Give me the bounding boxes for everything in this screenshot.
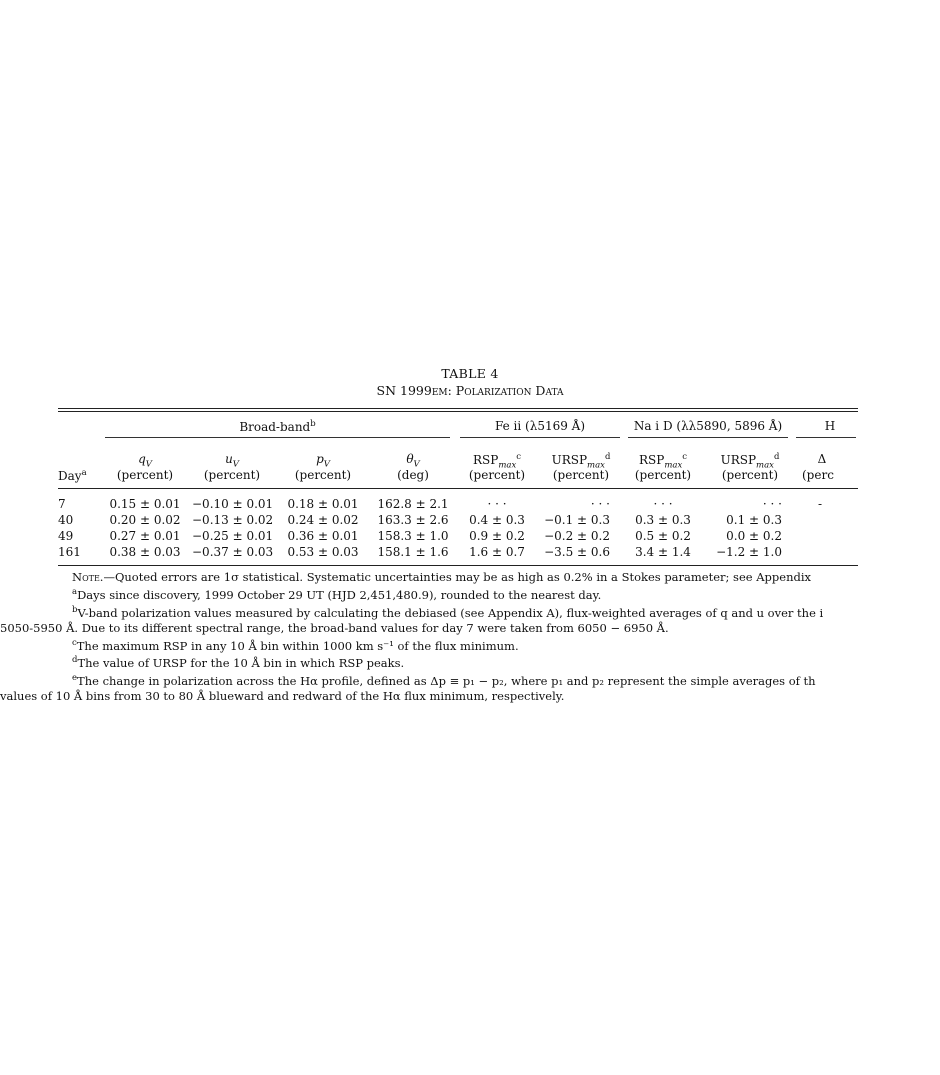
cell-na-ursp: 0.1 ± 0.3 bbox=[726, 513, 782, 527]
cell-fe-ursp: −0.1 ± 0.3 bbox=[544, 513, 610, 527]
col-unit-fe-rsp: (percent) bbox=[468, 468, 526, 482]
footnote-b-continued: 5050-5950 Å. Due to its different spectral range, the broad-band values for day 7 were taken from 6050 − 6950 Å. bbox=[0, 620, 669, 635]
cell-pv: 0.53 ± 0.03 bbox=[287, 545, 359, 559]
cell-pv: 0.18 ± 0.01 bbox=[287, 497, 359, 511]
top-rule-1 bbox=[58, 408, 858, 409]
cell-na-ursp: 0.0 ± 0.2 bbox=[726, 529, 782, 543]
col-unit-na-ursp: (percent) bbox=[721, 468, 779, 482]
table-notes bbox=[0, 570, 918, 704]
cell-day: 161 bbox=[58, 545, 81, 559]
cell-qv: 0.38 ± 0.03 bbox=[109, 545, 181, 559]
col-unit-qv: (percent) bbox=[116, 468, 174, 482]
col-head-pv: $p_V$ bbox=[316, 452, 330, 470]
col-head-na-ursp: $URSP_{max}^d$ bbox=[720, 452, 780, 471]
col-head-day: Day$^a$ bbox=[58, 468, 87, 483]
cell-qv: 0.20 ± 0.02 bbox=[109, 513, 181, 527]
note-general: Note.—Quoted errors are 1σ statistical. Systematic uncertainties may be as high as 0.2% in a Stokes parameter; see Appendix bbox=[72, 570, 811, 584]
group-rule-fe-ii bbox=[460, 437, 620, 438]
cell-uv: −0.10 ± 0.01 bbox=[192, 497, 274, 511]
cell-na-rsp: 0.5 ± 0.2 bbox=[635, 529, 691, 543]
table-title-em: em bbox=[431, 383, 448, 398]
table-title-suffix: : Polarization Data bbox=[447, 383, 564, 398]
col-head-delta-p: Δ bbox=[817, 452, 827, 466]
bottom-rule bbox=[58, 565, 858, 566]
footnote-a: $^a$Days since discovery, 1999 October 29 UT (HJD 2,451,480.9), rounded to the nearest day. bbox=[72, 587, 602, 602]
group-header-na-i-d: Na i D (λλ5890, 5896 Å) bbox=[633, 419, 783, 433]
cell-day: 49 bbox=[58, 529, 74, 543]
cell-fe-rsp: 0.9 ± 0.2 bbox=[469, 529, 525, 543]
cell-pv: 0.24 ± 0.02 bbox=[287, 513, 359, 527]
footnote-e: $^e$The change in polarization across the Hα profile, defined as Δp ≡ p₁ − p₂, where p₁ and p₂ represent the simple averages of th bbox=[72, 673, 816, 689]
footnote-b: $^b$V-band polarization values measured by calculating the debiased (see Appendix A), flux-weighted averages of q and u over the i bbox=[72, 604, 824, 620]
cell-day: 7 bbox=[58, 497, 66, 511]
cell-na-rsp: 3.4 ± 1.4 bbox=[635, 545, 691, 559]
cell-fe-rsp: · · · bbox=[487, 497, 507, 511]
footnote-e-continued: values of 10 Å bins from 30 to 80 Å blueward and redward of the Hα flux minimum, respectively. bbox=[0, 689, 565, 704]
table-label: TABLE 4 bbox=[441, 366, 499, 381]
col-unit-thetav: (deg) bbox=[397, 468, 429, 482]
col-head-na-rsp: $RSP_{max}^c$ bbox=[638, 452, 688, 471]
cell-pv: 0.36 ± 0.01 bbox=[287, 529, 359, 543]
table-title bbox=[0, 383, 940, 398]
col-head-thetav: $\theta_V$ bbox=[406, 452, 420, 470]
table-title-prefix: SN 1999 bbox=[376, 383, 432, 398]
group-broad-text: Broad-band bbox=[239, 420, 311, 434]
col-head-fe-rsp: $RSP_{max}^c$ bbox=[472, 452, 522, 471]
col-unit-fe-ursp: (percent) bbox=[552, 468, 610, 482]
cell-fe-ursp: · · · bbox=[590, 497, 610, 511]
cell-na-rsp: 0.3 ± 0.3 bbox=[635, 513, 691, 527]
cell-qv: 0.15 ± 0.01 bbox=[109, 497, 181, 511]
cell-thetav: 163.3 ± 2.6 bbox=[377, 513, 449, 527]
footnote-c: $^c$The maximum RSP in any 10 Å bin within 1000 km s⁻¹ of the flux minimum. bbox=[72, 637, 519, 653]
cell-uv: −0.25 ± 0.01 bbox=[192, 529, 274, 543]
cell-fe-rsp: 0.4 ± 0.3 bbox=[469, 513, 525, 527]
group-rule-na-i-d bbox=[628, 437, 788, 438]
cell-fe-ursp: −3.5 ± 0.6 bbox=[544, 545, 610, 559]
group-header-fe-ii: Fe ii (λ5169 Å) bbox=[494, 419, 586, 433]
group-broad-sup: b bbox=[310, 419, 316, 429]
col-head-fe-ursp: $URSP_{max}^d$ bbox=[551, 452, 611, 471]
cell-thetav: 162.8 ± 2.1 bbox=[377, 497, 449, 511]
group-header-broad-band bbox=[105, 419, 450, 434]
cell-uv: −0.37 ± 0.03 bbox=[192, 545, 274, 559]
cell-thetav: 158.1 ± 1.6 bbox=[377, 545, 449, 559]
cell-day: 40 bbox=[58, 513, 74, 527]
group-rule-halpha bbox=[796, 437, 856, 438]
cell-na-ursp: −1.2 ± 1.0 bbox=[716, 545, 782, 559]
cell-fe-ursp: −0.2 ± 0.2 bbox=[544, 529, 610, 543]
cell-na-rsp: · · · bbox=[653, 497, 673, 511]
col-head-qv: $q_V$ bbox=[138, 452, 152, 470]
cell-delta-p: - bbox=[818, 497, 823, 511]
col-unit-na-rsp: (percent) bbox=[634, 468, 692, 482]
col-unit-delta-p: (perc bbox=[802, 468, 834, 482]
col-unit-uv: (percent) bbox=[203, 468, 261, 482]
cell-fe-rsp: 1.6 ± 0.7 bbox=[469, 545, 525, 559]
cell-qv: 0.27 ± 0.01 bbox=[109, 529, 181, 543]
group-header-halpha: H bbox=[824, 419, 836, 433]
col-head-uv: $u_V$ bbox=[225, 452, 239, 470]
header-rule bbox=[58, 488, 858, 489]
col-unit-pv: (percent) bbox=[294, 468, 352, 482]
cell-uv: −0.13 ± 0.02 bbox=[192, 513, 274, 527]
top-rule-2 bbox=[58, 411, 858, 412]
cell-thetav: 158.3 ± 1.0 bbox=[377, 529, 449, 543]
cell-na-ursp: · · · bbox=[762, 497, 782, 511]
footnote-d: $^d$The value of URSP for the 10 Å bin in which RSP peaks. bbox=[72, 655, 405, 671]
group-rule-broad bbox=[105, 437, 450, 438]
